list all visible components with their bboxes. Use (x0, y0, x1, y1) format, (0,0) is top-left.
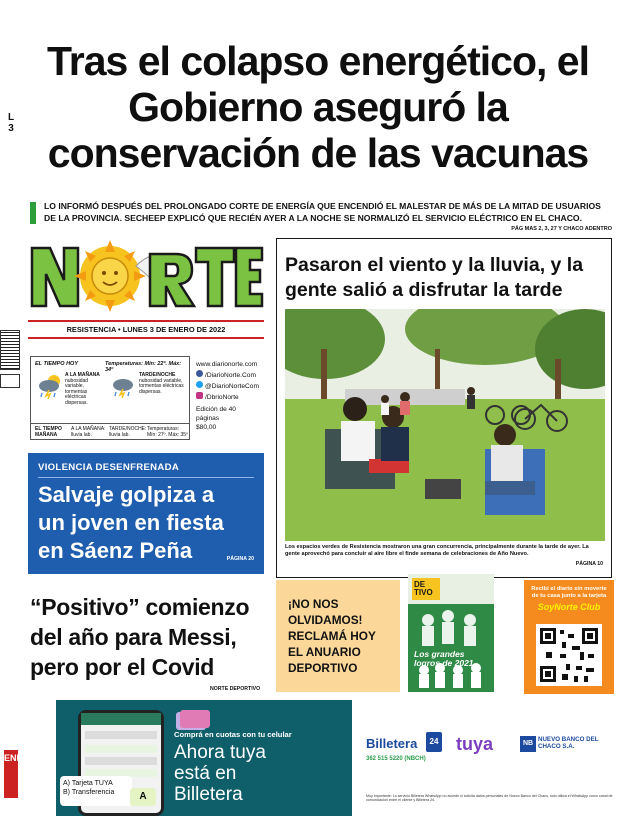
left-barcode-strip (0, 330, 24, 388)
newspaper-logo (28, 238, 264, 314)
facebook-icon (196, 370, 203, 377)
option-b[interactable]: B) Transferencia (63, 789, 115, 796)
magazine-masthead: DE TIVO (414, 580, 433, 597)
bank-name: NUEVO BANCO DEL CHACO S.A. (538, 736, 599, 750)
afternoon-forecast: nubosidad variable, tormentas eléctricas dispersas. (139, 377, 184, 395)
violence-story[interactable] (28, 453, 264, 574)
storm-cloud-icon (37, 373, 63, 404)
instagram-handle[interactable]: /DbrioNorte (205, 394, 239, 401)
logo-text: NORTE (48, 308, 52, 309)
tomorrow-label: EL TIEMPO MAÑANA (35, 426, 62, 438)
qr-ad-brand: SoyNorte Club (537, 602, 601, 612)
contact-info (196, 360, 276, 433)
subscription-qr-ad[interactable] (524, 580, 614, 694)
tuya-ad-line1: Ahora tuya (174, 742, 266, 763)
tuya-ad-line3: Billetera (174, 784, 243, 805)
weather-title: EL TIEMPO HOY (35, 361, 78, 367)
issue-date-line: RESISTENCIA • LUNES 3 DE ENERO DE 2022 (28, 320, 264, 339)
website-link[interactable]: www.diarionorte.com (196, 361, 258, 368)
main-headline: Tras el colapso energético, el Gobierno aseguró la conservación de las vacunas (47, 38, 589, 176)
afternoon-label: TARDE/NOCHE (139, 372, 176, 378)
weather-temperatures: Temperaturas: Mín: 22º. Máx: 34º (105, 361, 182, 373)
morning-label: A LA MAÑANA (65, 372, 100, 378)
tuya-ad-headline: Comprá en cuotas con tu celular (174, 730, 292, 739)
tuya-logo: tuya (456, 734, 494, 754)
payment-options (60, 776, 132, 806)
magazine-headline: Los grandes logros de 2021 (414, 649, 474, 668)
photo-story-headline: Pasaron el viento y la lluvia, y la gente salió a disfrutar la tarde (285, 254, 584, 301)
messi-headline[interactable]: “Positivo” comienzo del año para Messi, pero por el Covid (30, 594, 250, 680)
photo-story[interactable] (276, 238, 612, 578)
tuya-ad-line2: está en (174, 763, 237, 784)
twitter-icon (196, 381, 203, 388)
page-section-code: L 3 (7, 112, 15, 134)
photo-page-ref: PÁGINA 10 (575, 561, 603, 567)
billetera-24-badge: 24 (426, 732, 442, 752)
price: $80,00 (196, 424, 217, 431)
option-a[interactable]: A) Tarjeta TUYA (63, 780, 113, 787)
storm-cloud-icon (111, 373, 137, 404)
instagram-icon (196, 392, 203, 399)
divider (38, 477, 254, 478)
anuario-text: ¡NO NOS OLVIDAMOS! RECLAMÁ HOY EL ANUARIO DEPORTIVO (288, 597, 376, 675)
headline-page-reference: PÁG MAS 2, 3, 27 Y CHACO ADENTRO (511, 226, 612, 232)
bank-logo-icon: NB (520, 736, 536, 752)
billetera-logo: Billetera (366, 736, 418, 751)
park-photo (285, 309, 605, 541)
qr-ad-text: Recibí el diario sin moverte de tu casa junto a la tarjeta (531, 586, 607, 599)
whatsapp-number: 362 515 5220 (NBCH) (366, 756, 426, 762)
violence-kicker: VIOLENCIA DESENFRENADA (38, 462, 180, 473)
messi-section-ref: NORTE DEPORTIVO (210, 686, 261, 692)
tomorrow-morning: A LA MAÑANA: lluvia lab. (71, 426, 106, 438)
fine-print: Muy importante: Lo servicio Billetera WhatsApp no accede ni solicita datos personales de Nuevo Banco del Chaco, solo utiliza el WhatsApp como canal de comunicación entre el cliente y Billetera 24. (366, 794, 613, 803)
violence-page-ref: PÁGINA 20 (226, 556, 254, 562)
morning-forecast: nubosidad variable, tormentas eléctricas dispersas. (65, 377, 89, 406)
anuario-promo[interactable] (276, 580, 400, 692)
violence-headline: Salvaje golpiza a un joven en fiesta en Sáenz Peña (38, 482, 224, 563)
edition-pages: Edición de 40 páginas (196, 406, 236, 422)
qr-code-icon[interactable] (536, 624, 602, 691)
facebook-handle[interactable]: /DiarioNorte.Com (205, 372, 256, 379)
tomorrow-temperatures: Temperaturas: Mín: 27º. Máx: 35º (147, 426, 188, 438)
photo-caption: Los espacios verdes de Resistencia mostraron una gran concurrencia, principalmente durante la tarde de ayer. La gente aprovechó para concluir al aire libre el finde semana de celebraciones de Año Nuevo. (285, 544, 589, 558)
anuario-cover-image (404, 574, 498, 692)
weather-panel (30, 356, 190, 440)
answer-bubble: A (130, 788, 156, 806)
tuya-billetera-ad[interactable] (56, 700, 352, 816)
headline-lead: LO INFORMÓ DESPUÉS DEL PROLONGADO CORTE DE ENERGÍA QUE ENCENDIÓ EL MALESTAR DE MÁS DE LA MITAD DE USUARIOS DE LA PROVINCIA. SECHEEP EXPLICÓ QUE RECIÉN AYER A LA NOCHE SE NORMALIZÓ EL SERVICIO ELÉCTRICO EN EL CHACO. (44, 201, 601, 223)
month-marker: ENE (4, 750, 18, 798)
lead-accent-bar (30, 202, 36, 224)
tomorrow-afternoon: TARDE/NOCHE: lluvia lab. (109, 426, 147, 438)
twitter-handle[interactable]: @DiarioNorteCom (205, 383, 259, 390)
